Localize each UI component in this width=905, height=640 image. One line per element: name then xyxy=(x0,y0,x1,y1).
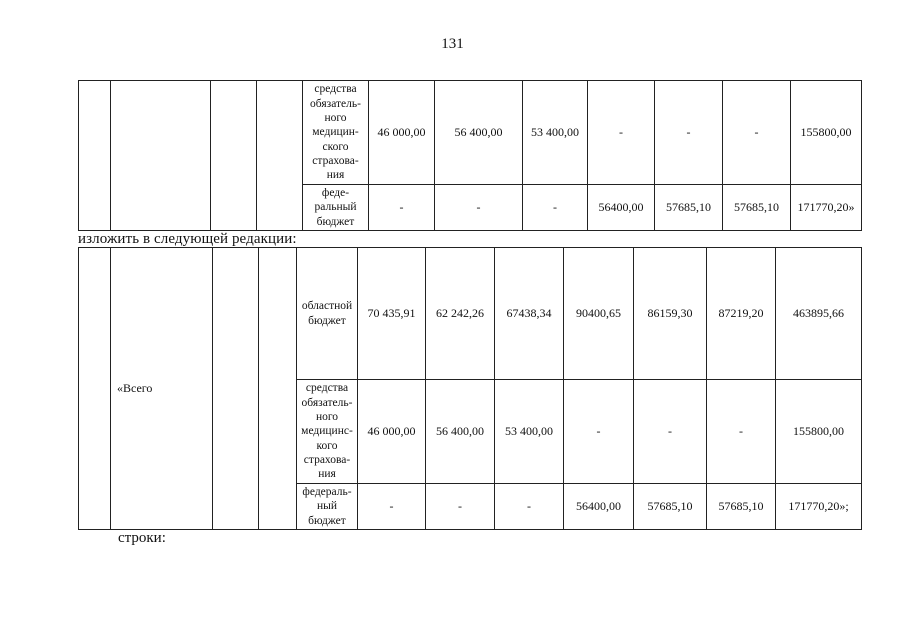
value-cell: - xyxy=(426,484,495,530)
total-cell: 171770,20» xyxy=(791,185,862,231)
table-row xyxy=(79,81,862,185)
funding-source-cell: федераль- ный бюджет xyxy=(297,484,358,530)
value-cell: - xyxy=(495,484,564,530)
value-cell: 57685,10 xyxy=(723,185,791,231)
value-cell: 46 000,00 xyxy=(369,81,435,185)
value-cell: 67438,34 xyxy=(495,248,564,380)
value-cell: - xyxy=(358,484,426,530)
empty-cell xyxy=(213,248,259,530)
budget-table-fragment xyxy=(78,80,862,231)
after-text: строки: xyxy=(118,530,166,546)
value-cell: 90400,65 xyxy=(564,248,634,380)
value-cell: 57685,10 xyxy=(634,484,707,530)
empty-cell xyxy=(79,81,111,231)
total-cell: 171770,20»; xyxy=(776,484,862,530)
empty-cell xyxy=(79,248,111,530)
value-cell: - xyxy=(588,81,655,185)
value-cell: - xyxy=(634,380,707,484)
empty-cell xyxy=(257,81,303,231)
value-cell: - xyxy=(369,185,435,231)
funding-source-cell: средства обязатель- ного медицин- ского страхова- ния xyxy=(303,81,369,185)
funding-source-cell: областной бюджет xyxy=(297,248,358,380)
value-cell: - xyxy=(723,81,791,185)
value-cell: 46 000,00 xyxy=(358,380,426,484)
table-row xyxy=(79,248,862,380)
total-cell: 155800,00 xyxy=(791,81,862,185)
empty-cell xyxy=(111,81,211,231)
value-cell: 57685,10 xyxy=(707,484,776,530)
value-cell: 53 400,00 xyxy=(523,81,588,185)
value-cell: 56 400,00 xyxy=(426,380,495,484)
intro-text: изложить в следующей редакции: xyxy=(78,231,297,247)
funding-source-cell: феде- ральный бюджет xyxy=(303,185,369,231)
value-cell: - xyxy=(435,185,523,231)
value-cell: 57685,10 xyxy=(655,185,723,231)
value-cell: 56400,00 xyxy=(564,484,634,530)
total-cell: 155800,00 xyxy=(776,380,862,484)
total-cell: 463895,66 xyxy=(776,248,862,380)
value-cell: - xyxy=(564,380,634,484)
empty-cell xyxy=(259,248,297,530)
value-cell: 56 400,00 xyxy=(435,81,523,185)
value-cell: 70 435,91 xyxy=(358,248,426,380)
empty-cell xyxy=(211,81,257,231)
value-cell: 87219,20 xyxy=(707,248,776,380)
total-label: «Всего xyxy=(111,248,213,530)
value-cell: - xyxy=(707,380,776,484)
value-cell: 56400,00 xyxy=(588,185,655,231)
value-cell: 53 400,00 xyxy=(495,380,564,484)
funding-source-cell: средства обязатель- ного медицинс- кого страхова- ния xyxy=(297,380,358,484)
page-number: 131 xyxy=(441,36,464,52)
value-cell: - xyxy=(655,81,723,185)
value-cell: 62 242,26 xyxy=(426,248,495,380)
value-cell: 86159,30 xyxy=(634,248,707,380)
budget-table-new xyxy=(78,247,862,530)
value-cell: - xyxy=(523,185,588,231)
